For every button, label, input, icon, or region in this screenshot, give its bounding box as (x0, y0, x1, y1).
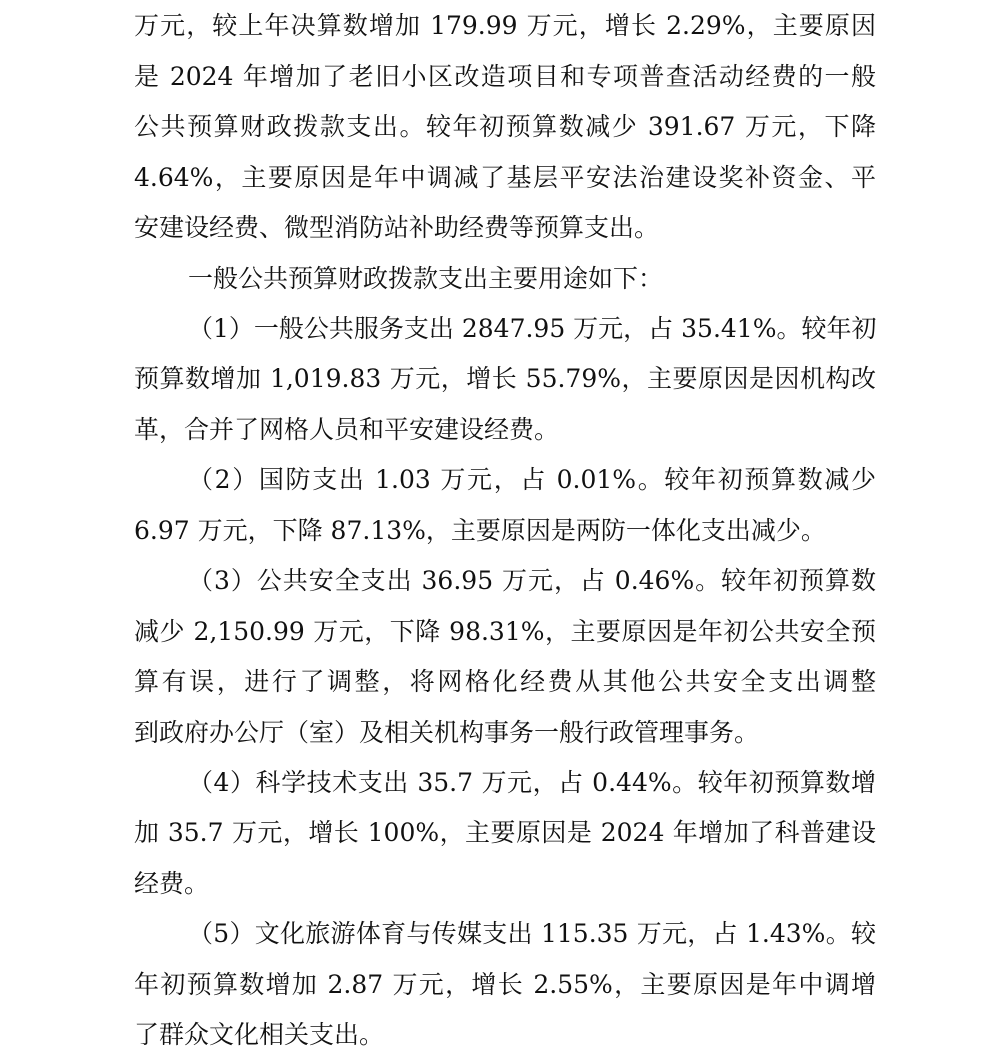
text-line: 减少 2,150.99 万元，下降 98.31%，主要原因是年初公共安全预 (134, 617, 876, 646)
text-line: 到政府办公厅（室）及相关机构事务一般行政管理事务。 (134, 718, 760, 747)
section-intro: 一般公共预算财政拨款支出主要用途如下： (188, 264, 664, 293)
text-line: 年初预算数增加 2.87 万元，增长 2.55%，主要原因是年中调增 (134, 970, 876, 999)
paragraph-3-first-line: （3）公共安全支出 36.95 万元，占 0.46%。较年初预算数 (188, 566, 876, 595)
text-line: 革，合并了网格人员和平安建设经费。 (134, 415, 560, 444)
paragraph-1-first-line: （1）一般公共服务支出 2847.95 万元，占 35.41%。较年初 (188, 314, 877, 343)
text-line: 4.64%，主要原因是年中调减了基层平安法治建设奖补资金、平 (134, 163, 876, 192)
paragraph-5-first-line: （5）文化旅游体育与传媒支出 115.35 万元，占 1.43%。较 (188, 919, 876, 948)
text-line: 公共预算财政拨款支出。较年初预算数减少 391.67 万元，下降 (134, 112, 876, 141)
text-line: 加 35.7 万元，增长 100%，主要原因是 2024 年增加了科普建设 (134, 818, 876, 847)
text-line: 算有误，进行了调整，将网格化经费从其他公共安全支出调整 (134, 667, 876, 696)
text-line: 是 2024 年增加了老旧小区改造项目和专项普查活动经费的一般 (134, 62, 876, 91)
paragraph-2-first-line: （2）国防支出 1.03 万元，占 0.01%。较年初预算数减少 (188, 465, 876, 494)
text-line: 了群众文化相关支出。 (134, 1020, 385, 1049)
text-line: 安建设经费、微型消防站补助经费等预算支出。 (134, 213, 660, 242)
text-line: 万元，较上年决算数增加 179.99 万元，增长 2.29%，主要原因 (134, 11, 876, 40)
paragraph-4-first-line: （4）科学技术支出 35.7 万元，占 0.44%。较年初预算数增 (188, 768, 876, 797)
text-line: 6.97 万元，下降 87.13%，主要原因是两防一体化支出减少。 (134, 516, 826, 545)
text-line: 经费。 (134, 869, 210, 898)
text-line: 预算数增加 1,019.83 万元，增长 55.79%，主要原因是因机构改 (134, 364, 876, 393)
